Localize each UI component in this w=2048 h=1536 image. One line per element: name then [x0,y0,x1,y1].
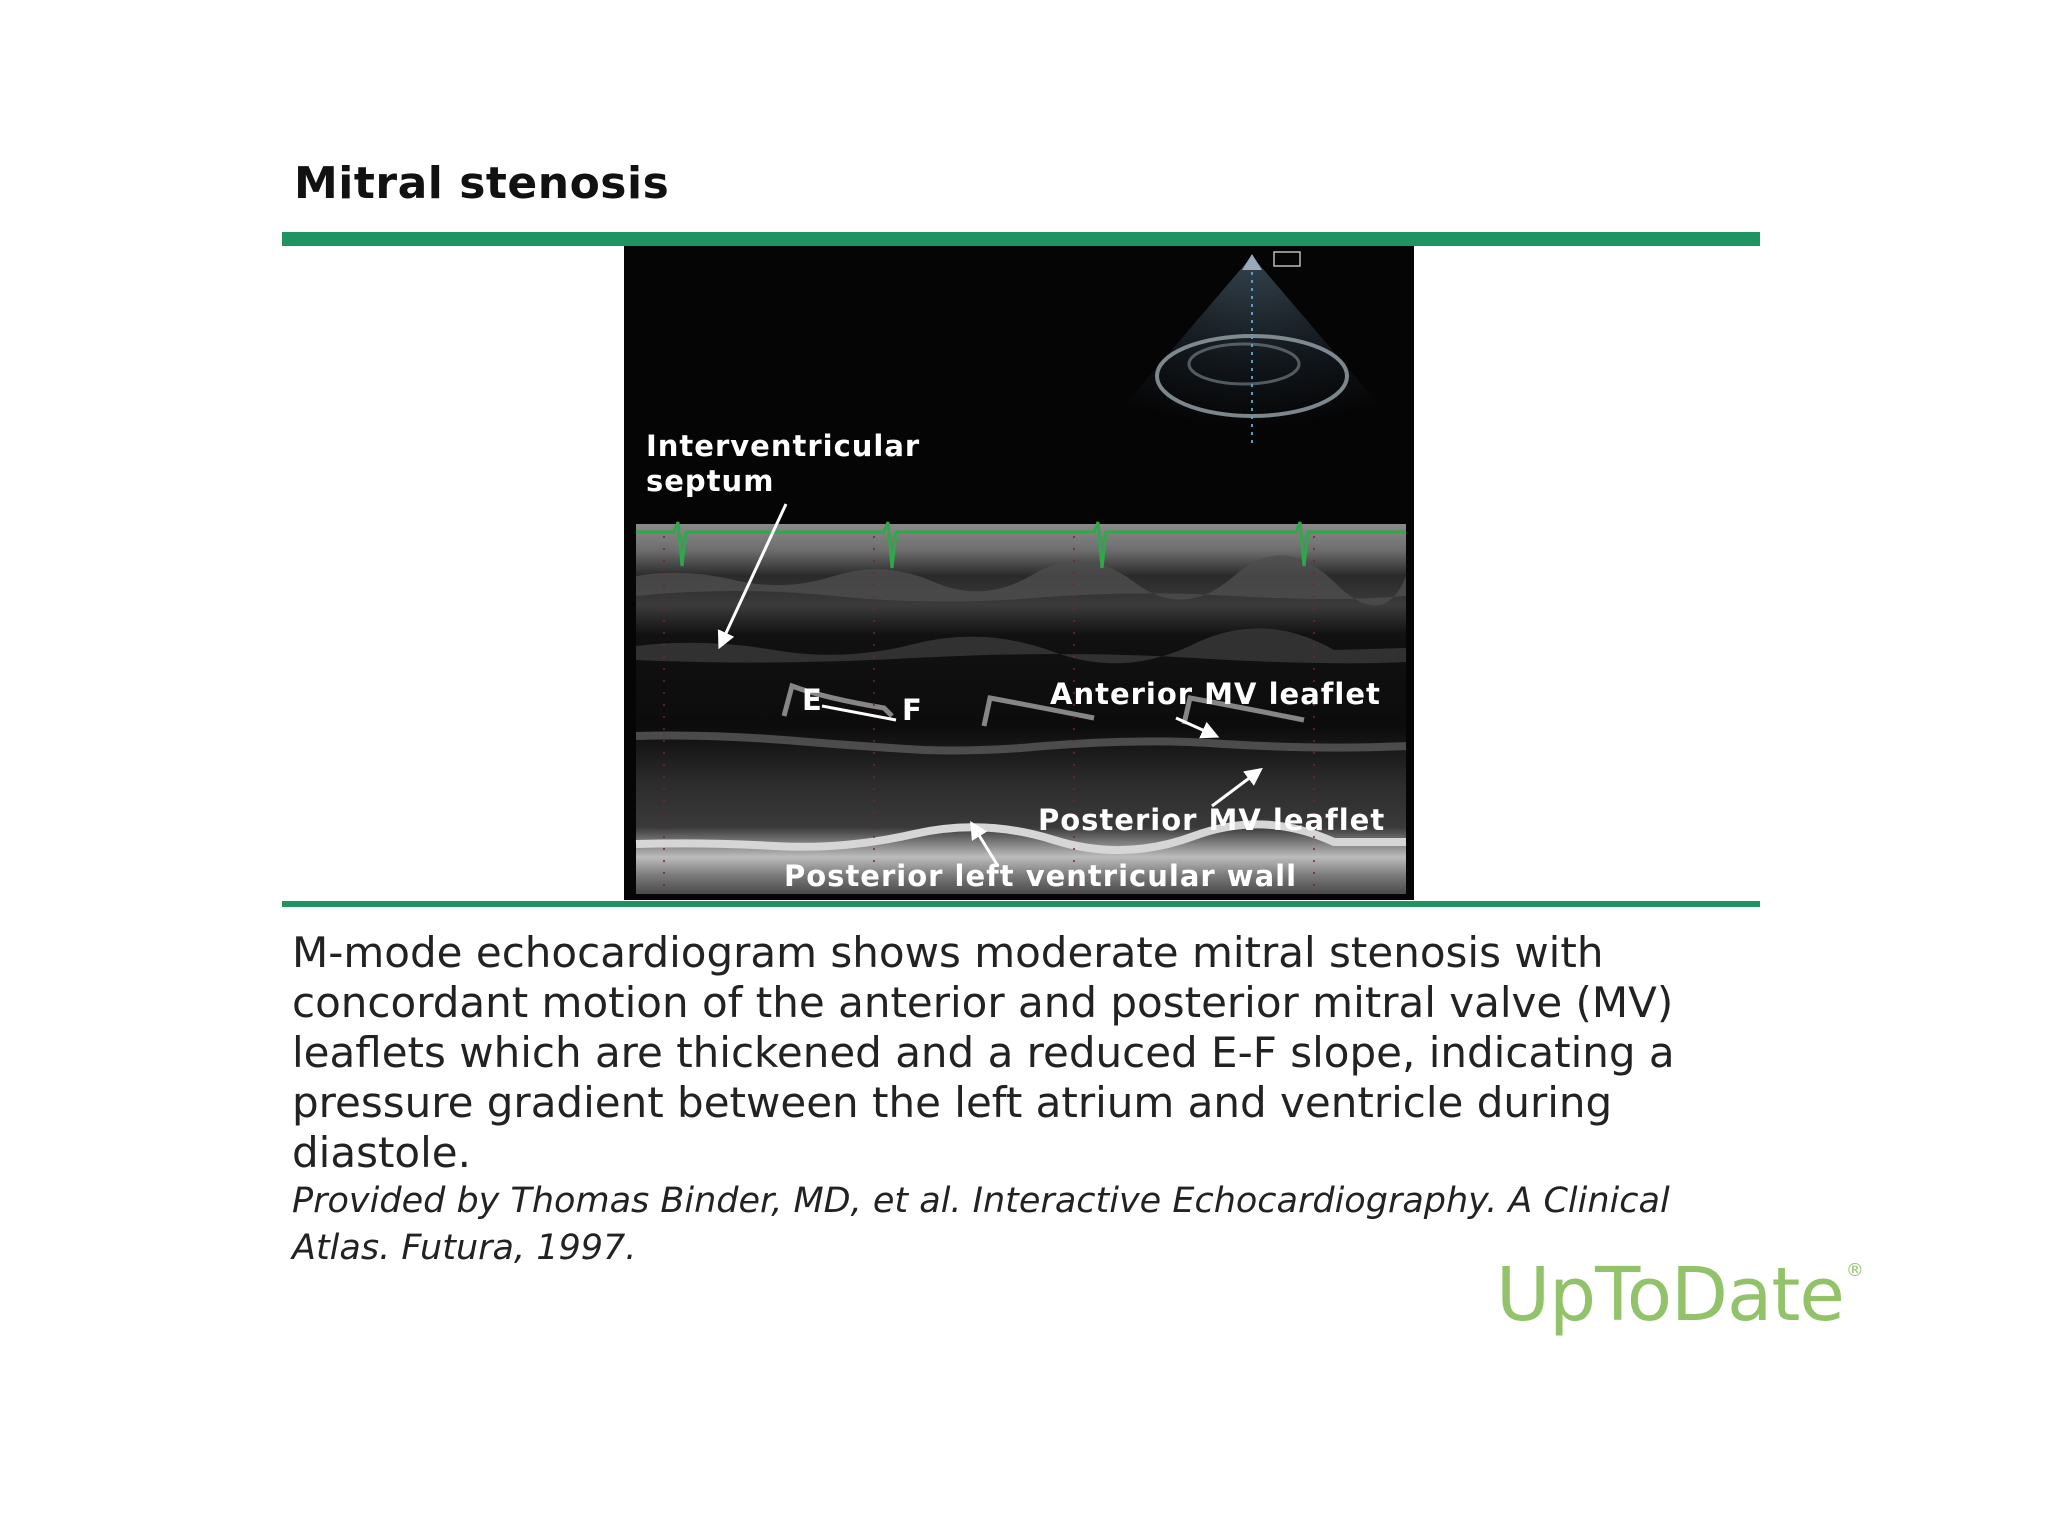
label-interventricular: Interventricular [646,429,921,463]
figure-divider [282,901,1760,907]
uptodate-logo [1496,1252,1863,1338]
label-septum: septum [646,464,775,498]
label-anterior-mv-leaflet: Anterior MV leaflet [1050,677,1381,711]
figure-caption: M-mode echocardiogram shows moderate mitral stenosis with concordant motion of the anterior and posterior mitral valve (MV) leaflets which are thickened and a reduced E-F slope, indicating a pressure gradient between the left atrium and ventricle during diastole. [292,928,1675,1177]
label-f-point: F [902,693,923,727]
figure-credit: Provided by Thomas Binder, MD, et al. Interactive Echocardiography. A Clinical Atlas. Futura, 1997. [292,1181,1670,1268]
logo-text: UpToDate [1496,1252,1844,1338]
label-posterior-lv-wall: Posterior left ventricular wall [784,859,1298,893]
page-title: Mitral stenosis [294,158,670,209]
label-posterior-mv-leaflet: Posterior MV leaflet [1038,803,1386,837]
title-divider [282,232,1760,246]
m-mode-echocardiogram-image [624,246,1414,900]
registered-mark: ® [1845,1260,1863,1281]
label-e-point: E [802,683,823,717]
